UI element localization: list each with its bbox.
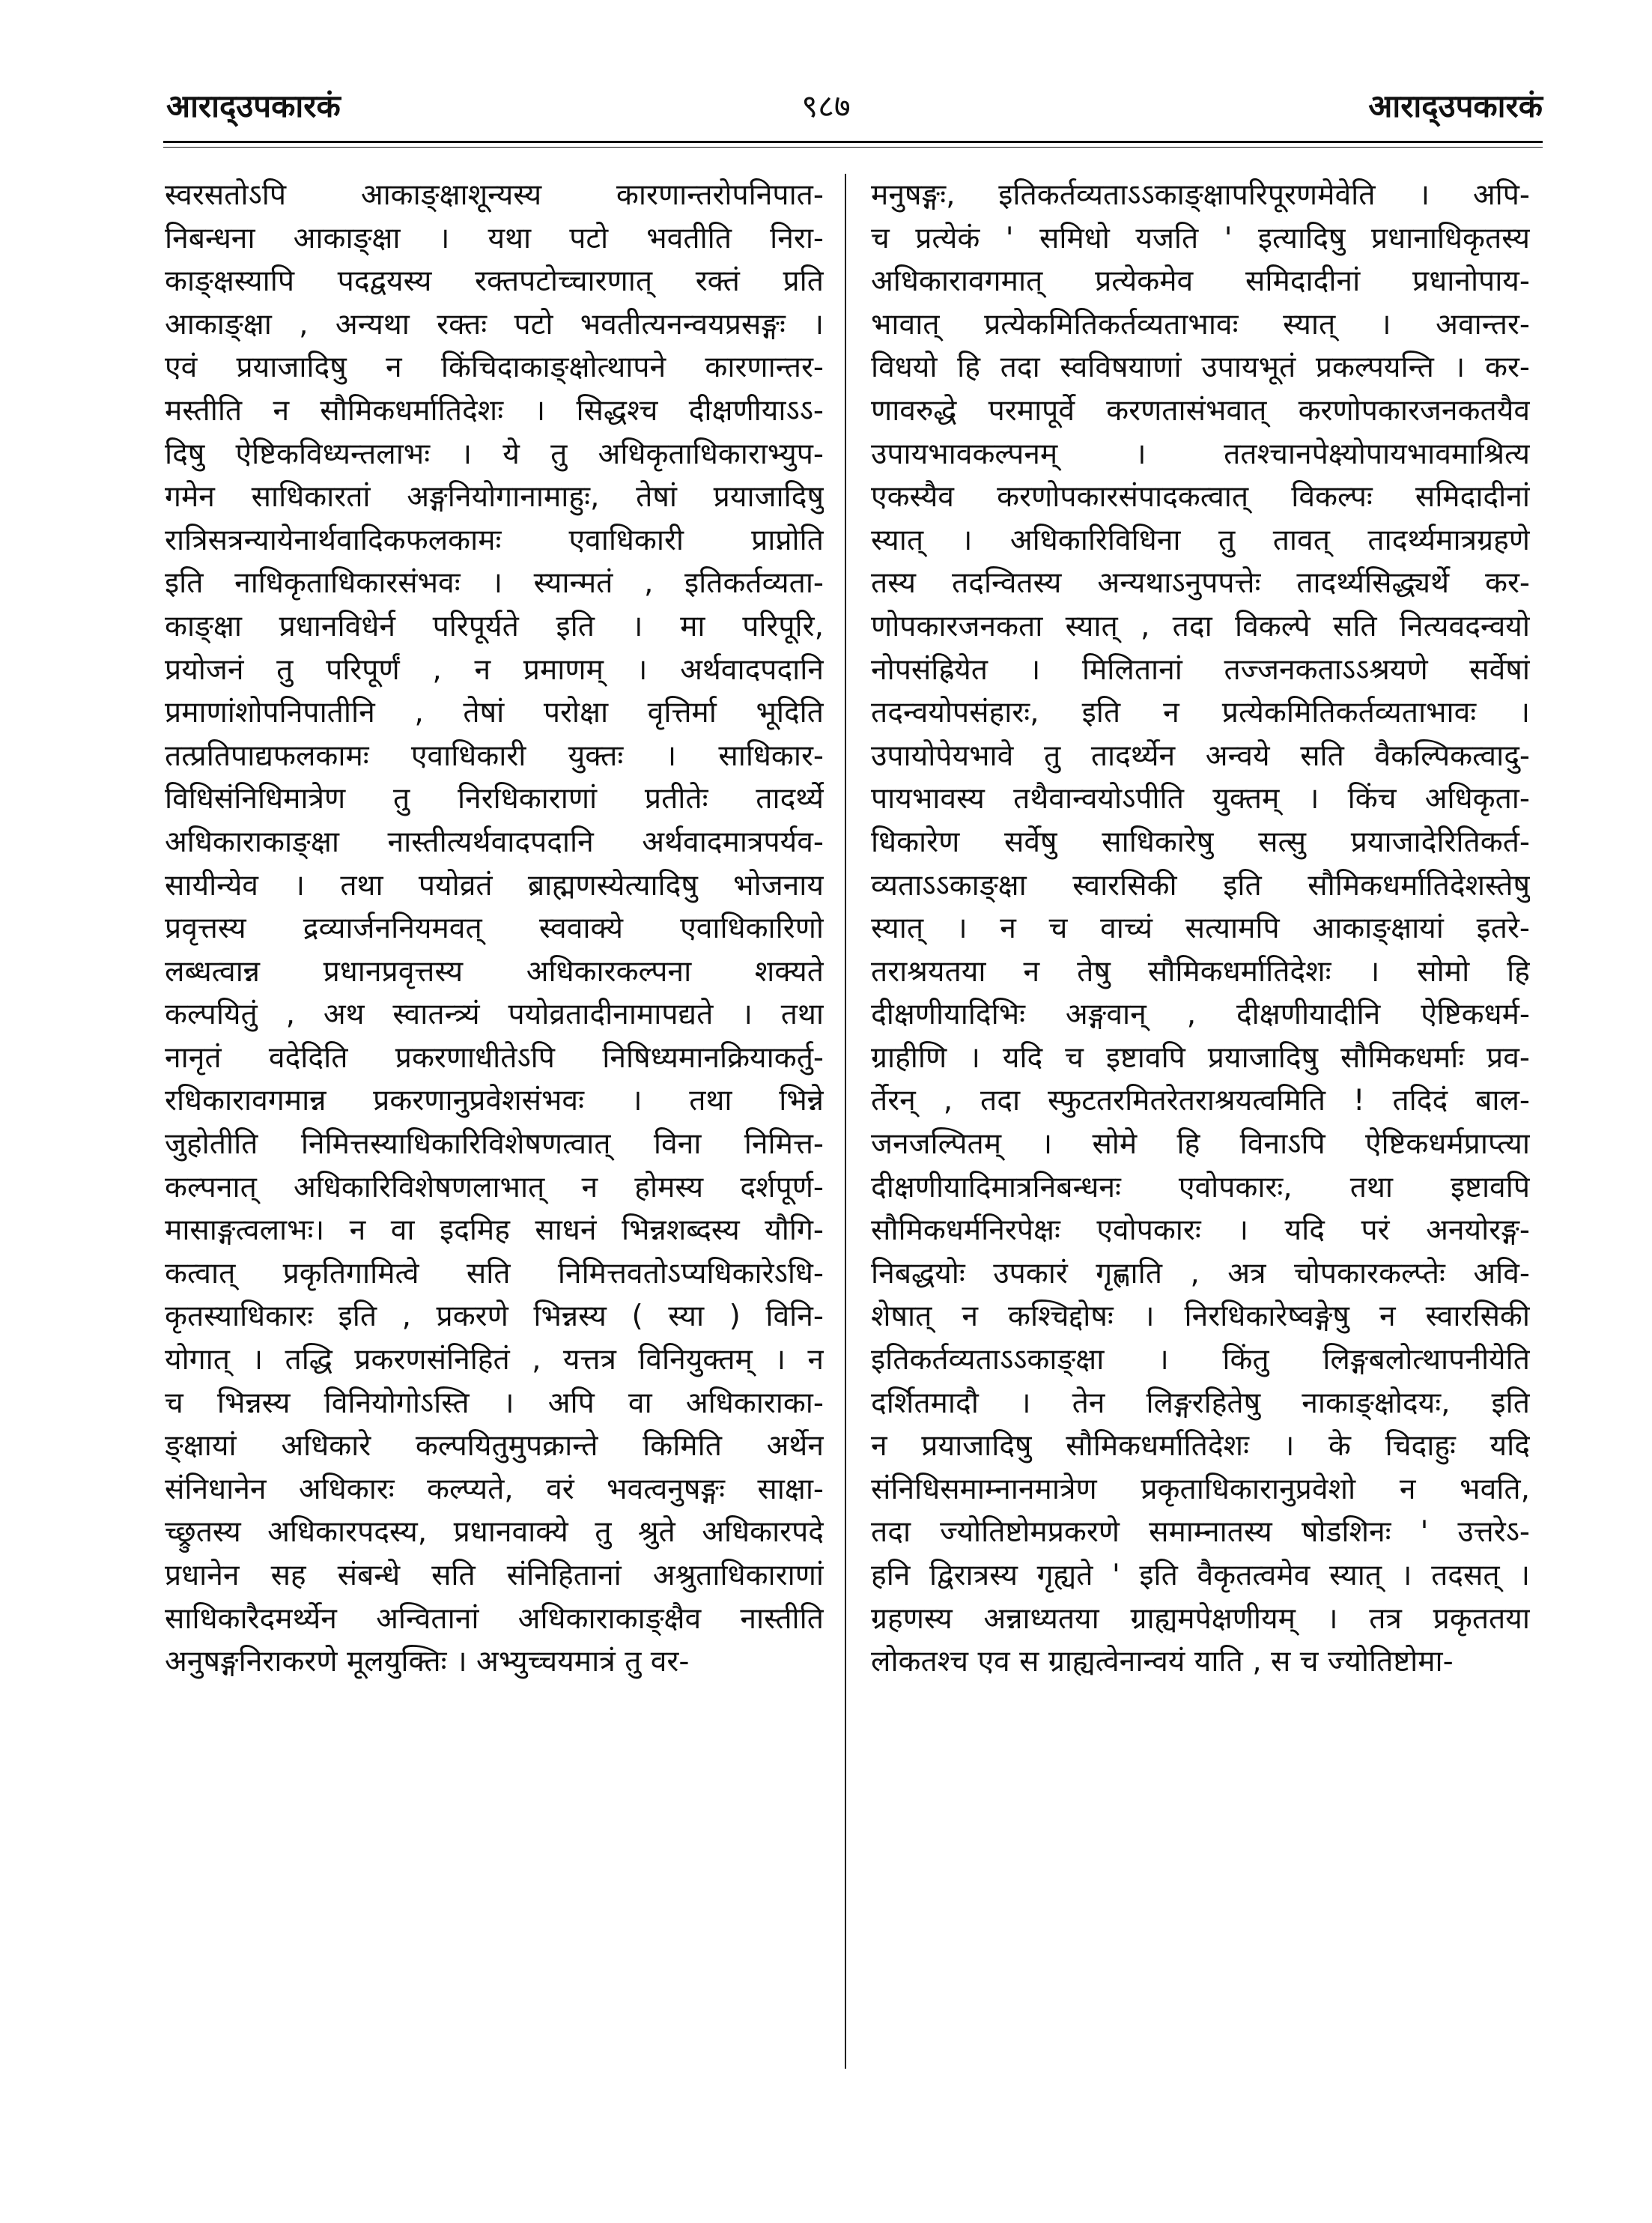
text-line: अधिकारावगमात् प्रत्येकमेव समिदादीनां प्रधानोपाय- <box>871 264 1530 299</box>
text-line: णोपकारजनकता स्यात् , तदा विकल्पे सति नित्यवदन्वयो <box>871 609 1530 643</box>
text-line: र्तेरन् , तदा स्फुटतरमितरेतराश्रयत्वमिति ! तदिदं बाल- <box>871 1084 1530 1118</box>
text-line: काङ्क्षस्यापि पदद्वयस्य रक्तपटोच्चारणात् रक्तं प्रति <box>165 264 824 299</box>
text-line: जनजल्पितम् । सोमे हि विनाऽपि ऐष्टिकधर्मप्राप्त्या <box>871 1127 1530 1162</box>
text-line: अधिकाराकाङ्क्षा नास्तीत्यर्थवादपदानि अर्थवादमात्रपर्यव- <box>165 825 824 859</box>
text-line: ङ्क्षायां अधिकारे कल्पयितुमुपक्रान्ते किमिति अर्थेन <box>165 1429 824 1464</box>
text-line: मस्तीति न सौमिकधर्मातिदेशः । सिद्धश्च दीक्षणीयाऽऽ- <box>165 393 824 428</box>
text-line: तस्य तदन्वितस्य अन्यथाऽनुपपत्तेः तादर्थ्यसिद्ध्यर्थे कर- <box>871 566 1530 601</box>
text-line: स्वरसतोऽपि आकाङ्क्षाशून्यस्य कारणान्तरोपनिपात- <box>165 178 824 212</box>
text-line: नोपसंह्रियेत । मिलितानां तज्जनकताऽऽश्रयणे सर्वेषां <box>871 652 1530 687</box>
text-line: तत्प्रतिपाद्यफलकामः एवाधिकारी युक्तः । साधिकार- <box>165 739 824 773</box>
text-line: स्यात् । न च वाच्यं सत्यामपि आकाङ्क्षायां इतरे- <box>871 912 1530 946</box>
header-rule-thin <box>163 147 1543 148</box>
text-line: न प्रयाजादिषु सौमिकधर्मातिदेशः । के चिदाहुः यदि <box>871 1429 1530 1464</box>
text-line: मासाङ्गत्वलाभः। न वा इदमिह साधनं भिन्नशब्दस्य यौगि- <box>165 1213 824 1248</box>
text-line: हनि द्विरात्रस्य गृह्यते ' इति वैकृतत्वमेव स्यात् । तदसत् । <box>871 1559 1530 1592</box>
text-line: च भिन्नस्य विनियोगोऽस्ति । अपि वा अधिकाराका- <box>165 1386 824 1420</box>
text-line: इतिकर्तव्यताऽऽकाङ्क्षा । किंतु लिङ्गबलोत्थापनीयेति <box>871 1343 1530 1377</box>
text-line: एकस्यैव करणोपकारसंपादकत्वात् विकल्पः समिदादीनां <box>871 480 1530 515</box>
text-line: नानृतं वदेदिति प्रकरणाधीतेऽपि निषिध्यमानक्रियाकर्तु- <box>165 1040 824 1075</box>
text-line: विधिसंनिधिमात्रेण तु निरधिकाराणां प्रतीतेः तादर्थ्ये <box>165 782 824 816</box>
text-line: व्यताऽऽकाङ्क्षा स्वारसिकी इति सौमिकधर्मातिदेशस्तेषु <box>871 868 1530 903</box>
text-line: संनिधिसमाम्नानमात्रेण प्रकृताधिकारानुप्रवेशो न भवति, <box>871 1472 1530 1506</box>
text-line: इति नाधिकृताधिकारसंभवः । स्यान्मतं , इतिकर्तव्यता- <box>165 566 824 601</box>
text-line: साधिकारैदमर्थ्येन अन्वितानां अधिकाराकाङ्क्षैव नास्तीति <box>165 1601 824 1636</box>
text-line: संनिधानेन अधिकारः कल्प्यते, वरं भवत्वनुषङ्गः साक्षा- <box>165 1472 824 1506</box>
text-line: कत्वात् प्रकृतिगामित्वे सति निमित्तवतोऽप्यधिकारेऽधि- <box>165 1256 824 1291</box>
running-header-left: आराद्उपकारकं <box>166 88 341 124</box>
text-line: दर्शितमादौ । तेन लिङ्गरहितेषु नाकाङ्क्षोदयः, इति <box>871 1386 1530 1420</box>
text-line: लोकतश्च एव स ग्राह्यत्वेनान्वयं याति , स च ज्योतिष्टोमा- <box>871 1645 1454 1679</box>
text-line: निबन्धना आकाङ्क्षा । यथा पटो भवतीति निरा- <box>165 221 824 255</box>
text-line: योगात् । तद्धि प्रकरणसंनिहितं , यत्तत्र विनियुक्तम् । न <box>165 1343 824 1377</box>
column-divider <box>845 174 846 2069</box>
text-line: रधिकारावगमान्न प्रकरणानुप्रवेशसंभवः । तथा भिन्ने <box>165 1084 824 1118</box>
text-line: प्रवृत्तस्य द्रव्यार्जननियमवत् स्ववाक्ये एवाधिकारिणो <box>165 912 824 946</box>
text-line: स्यात् । अधिकारिविधिना तु तावत् तादर्थ्यमात्रग्रहणे <box>871 523 1530 557</box>
text-line: धिकारेण सर्वेषु साधिकारेषु सत्सु प्रयाजादेरितिकर्त- <box>871 825 1530 859</box>
header-rule <box>163 141 1543 143</box>
text-line: कल्पयितुं , अथ स्वातन्त्र्यं पयोव्रतादीनामापद्यते । तथा <box>165 998 824 1032</box>
text-line: च्छ्रुतस्य अधिकारपदस्य, प्रधानवाक्ये तु श्रुते अधिकारपदे <box>165 1515 824 1550</box>
text-line: लब्धत्वान्न प्रधानप्रवृत्तस्य अधिकारकल्पना शक्यते <box>165 954 824 989</box>
text-line: रात्रिसत्रन्यायेनार्थवादिकफलकामः एवाधिकारी प्राप्नोति <box>165 523 824 557</box>
text-line: निबद्धयोः उपकारं गृह्णाति , अत्र चोपकारकल्प्तेः अवि- <box>871 1256 1530 1291</box>
text-line: एवं प्रयाजादिषु न किंचिदाकाङ्क्षोत्थापने कारणान्तर- <box>165 351 824 385</box>
text-line: जुहोतीति निमित्तस्याधिकारिविशेषणत्वात् विना निमित्त- <box>165 1127 824 1162</box>
text-line: सौमिकधर्मनिरपेक्षः एवोपकारः । यदि परं अनयोरङ्ग- <box>871 1213 1530 1248</box>
text-line: दीक्षणीयादिभिः अङ्गवान् , दीक्षणीयादीनि ऐष्टिकधर्म- <box>871 998 1530 1032</box>
text-line: तराश्रयतया न तेषु सौमिकधर्मातिदेशः । सोमो हि <box>871 954 1530 989</box>
text-line: प्रयोजनं तु परिपूर्णं , न प्रमाणम् । अर्थवादपदानि <box>165 652 824 687</box>
text-line: प्रधानेन सह संबन्धे सति संनिहितानां अश्रुताधिकाराणां <box>165 1559 824 1592</box>
text-line: च प्रत्येकं ' समिधो यजति ' इत्यादिषु प्रधानाधिकृतस्य <box>871 221 1530 255</box>
running-header-right: आराद्उपकारकं <box>1368 88 1543 124</box>
text-line: आकाङ्क्षा , अन्यथा रक्तः पटो भवतीत्यनन्वयप्रसङ्गः । <box>165 307 824 342</box>
text-line: विधयो हि तदा स्वविषयाणां उपायभूतं प्रकल्पयन्ति । कर- <box>871 351 1530 385</box>
text-line: गमेन साधिकारतां अङ्गनियोगानामाहुः, तेषां प्रयाजादिषु <box>165 480 824 515</box>
text-line: दिषु ऐष्टिकविध्यन्तलाभः । ये तु अधिकृताधिकाराभ्युप- <box>165 437 824 471</box>
text-line: प्रमाणांशोपनिपातीनि , तेषां परोक्षा वृत्तिर्मा भूदिति <box>165 696 824 730</box>
text-line: उपायोपेयभावे तु तादर्थ्येन अन्वये सति वैकल्पिकत्वादु- <box>871 739 1530 773</box>
left-text-column <box>165 174 824 1684</box>
page-number: ९८७ <box>801 88 851 124</box>
text-line: अनुषङ्गनिराकरणे मूलयुक्तिः । अभ्युच्चयमात्रं तु वर- <box>165 1645 690 1679</box>
text-line: शेषात् न कश्चिद्दोषः । निरधिकारेष्वङ्गेषु न स्वारसिकी <box>871 1299 1530 1334</box>
text-line: दीक्षणीयादिमात्रनिबन्धनः एवोपकारः, तथा इष्टावपि <box>871 1170 1530 1204</box>
text-line: ग्रहणस्य अन्नाध्यतया ग्राह्यमपेक्षणीयम् । तत्र प्रकृततया <box>871 1601 1530 1636</box>
text-line: मनुषङ्गः, इतिकर्तव्यताऽऽकाङ्क्षापरिपूरणमेवेति । अपि- <box>871 178 1530 212</box>
text-line: उपायभावकल्पनम् । ततश्चानपेक्ष्योपायभावमाश्रित्य <box>871 437 1530 471</box>
right-text-column <box>871 174 1530 1684</box>
text-line: भावात् प्रत्येकमितिकर्तव्यताभावः स्यात् । अवान्तर- <box>871 307 1530 342</box>
text-line: तदन्वयोपसंहारः, इति न प्रत्येकमितिकर्तव्यताभावः । <box>871 696 1530 730</box>
text-line: तदा ज्योतिष्टोमप्रकरणे समाम्नातस्य षोडशिनः ' उत्तरेऽ- <box>871 1515 1530 1550</box>
text-line: कृतस्याधिकारः इति , प्रकरणे भिन्नस्य ( स्या ) विनि- <box>165 1299 824 1334</box>
text-line: सायीन्येव । तथा पयोव्रतं ब्राह्मणस्येत्यादिषु भोजनाय <box>165 868 824 903</box>
text-line: णावरुद्धे परमापूर्वे करणतासंभवात् करणोपकारजनकतयैव <box>871 393 1530 428</box>
text-line: काङ्क्षा प्रधानविधेर्न परिपूर्यते इति । मा परिपूरि, <box>165 609 824 643</box>
text-line: कल्पनात् अधिकारिविशेषणलाभात् न होमस्य दर्शपूर्ण- <box>165 1170 824 1204</box>
text-line: ग्राहीणि । यदि च इष्टावपि प्रयाजादिषु सौमिकधर्माः प्रव- <box>871 1040 1530 1075</box>
text-line: पायभावस्य तथैवान्वयोऽपीति युक्तम् । किंच अधिकृता- <box>871 782 1530 816</box>
